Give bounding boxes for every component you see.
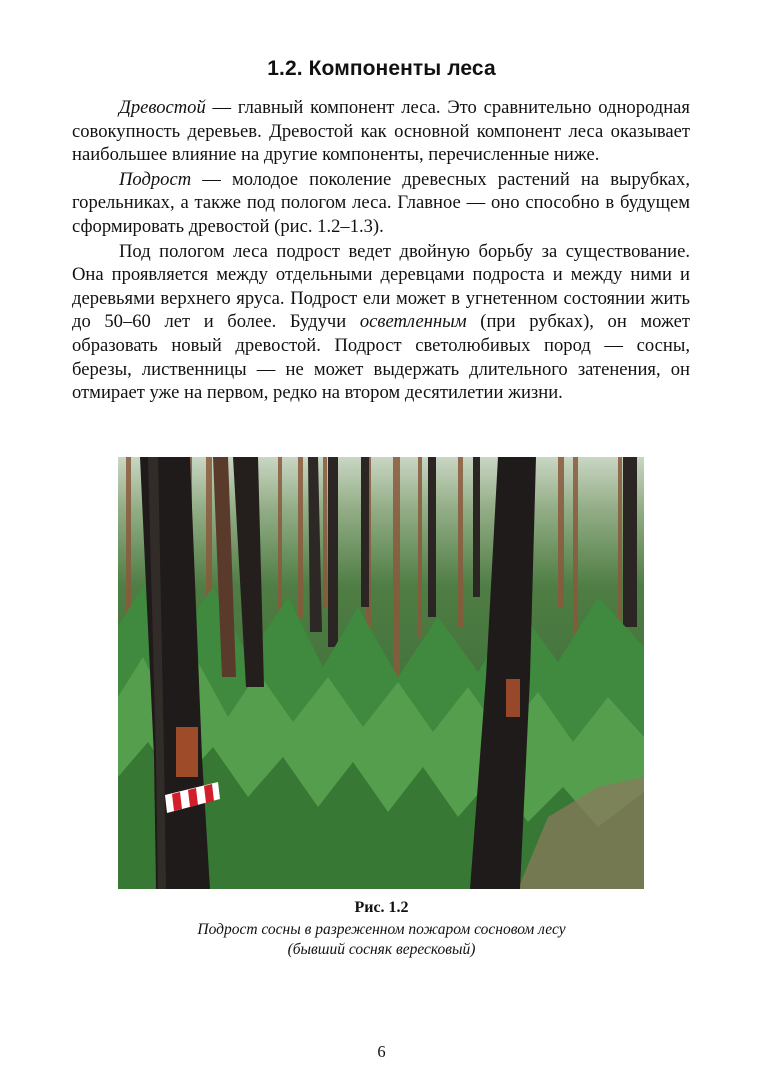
page-number: 6 — [377, 1042, 386, 1061]
figure-caption — [0, 920, 763, 960]
paragraph-text: — молодое поколение древесных растений на вырубках, горельниках, а также под пологом леса. Главное — оно способно в будущем сформировать древостой (рис. 1.2–1.3). — [72, 168, 690, 237]
section-heading: 1.2. Компоненты леса — [267, 57, 496, 80]
forest-photo — [118, 457, 644, 889]
figure-label: Рис. 1.2 — [354, 899, 409, 916]
paragraph-podrost — [72, 168, 690, 239]
body-text — [72, 96, 690, 405]
term-podrost: Подрост — [119, 168, 192, 190]
figure-caption-line: (бывший сосняк вересковый) — [287, 941, 476, 958]
paragraph-drevostoy — [72, 96, 690, 167]
paragraph-text: Под пологом леса подрост ведет двойную борьбу за существование. Она проявляется между отдельными деревцами подроста и между ними и деревьями верхнего яруса. Подрост ели может в угнетенном состоянии жить до 50–60 лет и более. Будучи — [72, 240, 690, 333]
paragraph-text: — главный компонент леса. Это сравнительно однородная совокупность деревьев. Древостой как основной компонент леса оказывает наибольшее влияние на другие компоненты, перечисленные ниже. — [72, 97, 690, 166]
emphasis-osvetlennym: осветленным — [359, 311, 467, 333]
term-drevostoy: Древостой — [119, 97, 206, 118]
paragraph-struggle — [72, 240, 690, 405]
figure-caption-line: Подрост сосны в разреженном пожаром сосновом лесу — [197, 921, 566, 938]
paragraph-text: (при рубках), он может образовать новый древостой. Подрост светолюбивых пород — сосны, березы, лиственницы — не может выдержать длительного затенения, он отмирает уже на первом, редко на втором десятилетии жизни. — [72, 311, 690, 404]
